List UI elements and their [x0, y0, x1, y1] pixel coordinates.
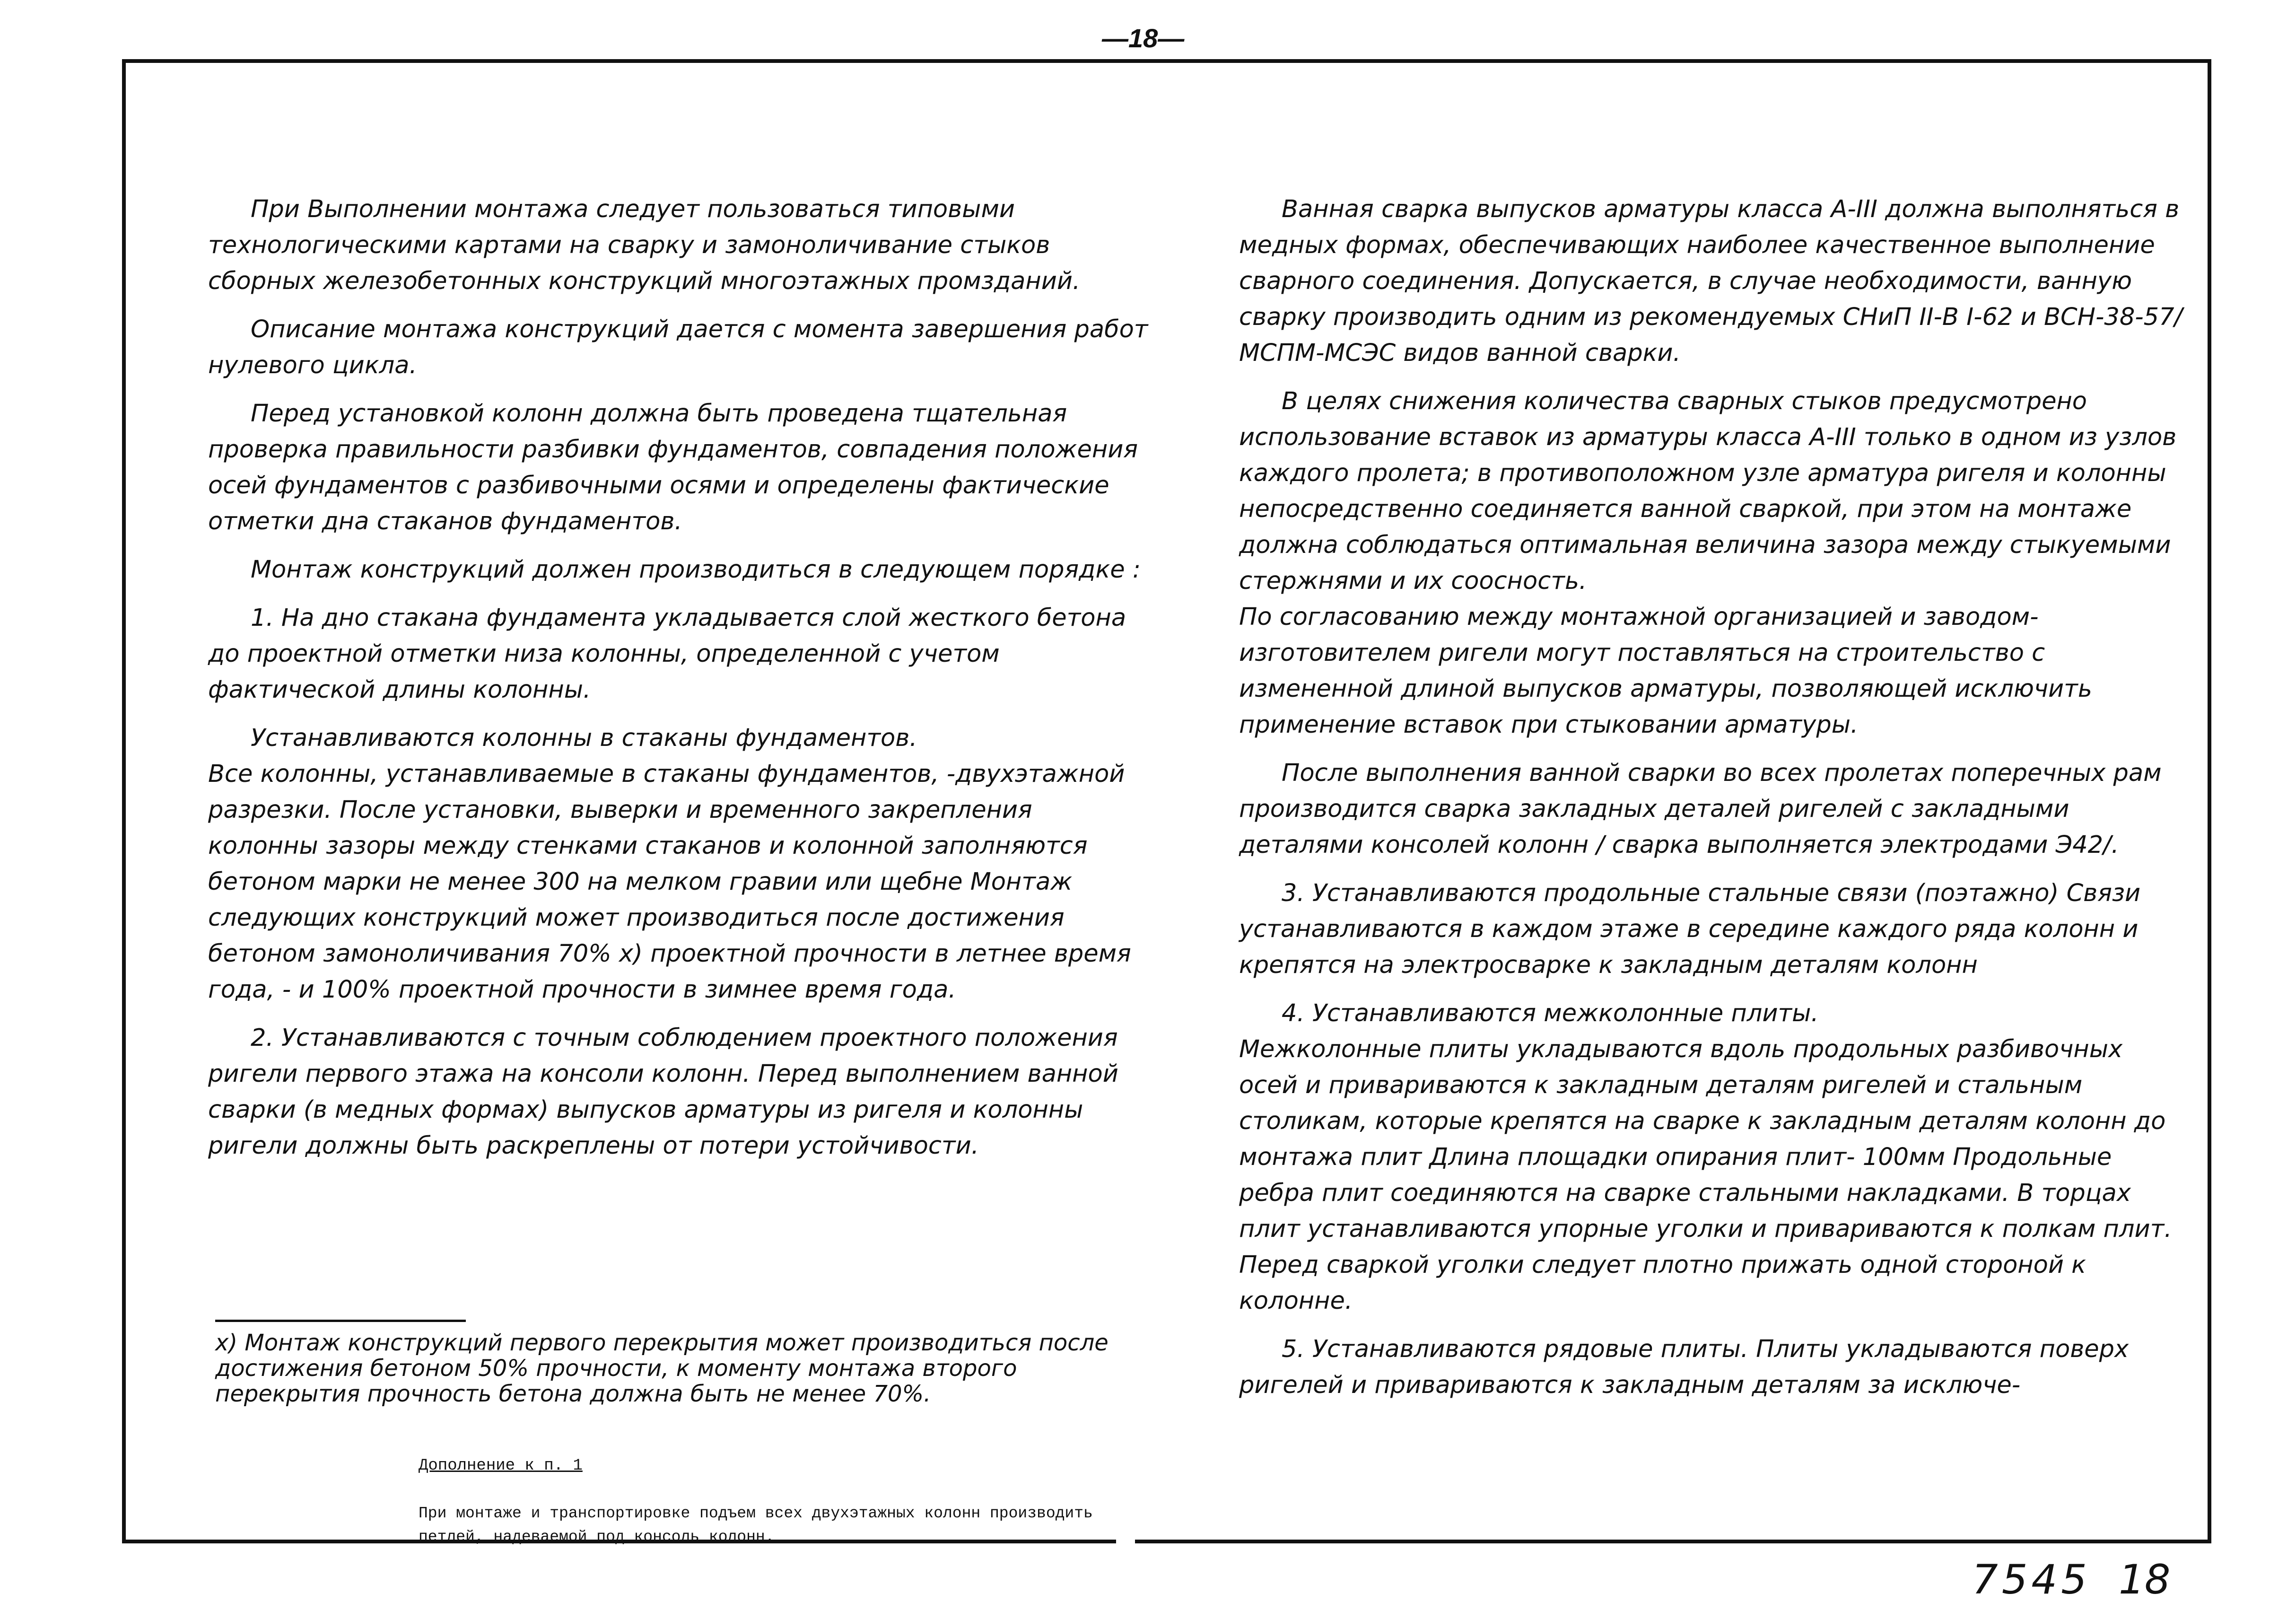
right-paragraph: По согласованию между монтажной организацией и заводом-изготовителем ригели могут поставляться на строительство с измененной длиной выпусков арматуры, позволяющей исключить применение вставок при стыковании арматуры. — [1239, 603, 2092, 739]
footnote: x) Монтаж конструкций первого перекрытия может производиться после достижения бетоном 50% прочности, к моменту монтажа второго перекрытия прочность бетона должна быть не менее 70%. — [215, 1330, 1109, 1407]
right-column — [1239, 192, 2185, 1416]
addendum-text: При монтаже и транспортировке подъем всех двухэтажных колонн производить петлей, надеваемой под консоль колонн. — [419, 1505, 1093, 1546]
document-number: 7545 — [1972, 1556, 2091, 1603]
left-paragraph: При Выполнении монтажа следует пользоваться типовыми технологическими картами на сварку и замоноличивание стыков сборных железобетонных конструкций многоэтажных промзданий. — [208, 195, 1081, 295]
frame-gap — [1116, 1532, 1135, 1551]
left-paragraph: Перед установкой колонн должна быть проведена тщательная проверка правильности разбивки фундаментов, совпадения положения осей фундаментов с разбивочными осями и определены фактические отметки дна стаканов фундаментов. — [208, 400, 1138, 535]
right-paragraph: 4. Устанавливаются межколонные плиты. — [1282, 999, 1819, 1027]
right-paragraph: 3. Устанавливаются продольные стальные связи (поэтажно) Связи устанавливаются в каждом этаже в середине каждого ряда колонн и крепятся на электросварке к закладным деталям колонн — [1239, 879, 2141, 979]
left-paragraph: Описание монтажа конструкций дается с момента завершения работ нулевого цикла. — [208, 315, 1148, 379]
left-paragraph: 1. На дно стакана фундамента укладывается слой жесткого бетона до проектной отметки низа колонны, определенной с учетом фактической длины колонны. — [208, 604, 1126, 704]
left-paragraph: Все колонны, устанавливаемые в стаканы фундаментов, -двухэтажной разрезки. После установки, выверки и временного закрепления колонны зазоры между стенками стаканов и колонной заполняются бетоном марки не менее 300 на мелком гравии или щебне Монтаж следующих конструкций может производиться после достижения бетоном замоноличивания 70% x) проектной прочности в летнее время года, - и 100% проектной прочности в зимнее время года. — [208, 760, 1131, 1004]
left-paragraph: 2. Устанавливаются с точным соблюдением проектного положения ригели первого этажа на консоли колонн. Перед выполнением ванной сварки (в медных формах) выпусков арматуры из ригеля и колонны ригели должны быть раскреплены от потери устойчивости. — [208, 1024, 1118, 1160]
left-paragraph: Монтаж конструкций должен производиться в следующем порядке : — [251, 556, 1141, 584]
right-paragraph: 5. Устанавливаются рядовые плиты. Плиты укладываются поверх ригелей и привариваются к закладным деталям за исключе- — [1239, 1335, 2129, 1399]
right-paragraph: В целях снижения количества сварных стыков предусмотрено использование вставок из арматуры класса А-III только в одном из узлов каждого пролета; в противоположном узле арматура ригеля и колонны непосредственно соединяется ванной сваркой, при этом на монтаже должна соблюдаться оптимальная величина зазора между стыкуемыми стержнями и их соосность. — [1239, 387, 2177, 595]
sheet-number: 18 — [2119, 1556, 2171, 1603]
left-column — [208, 192, 1149, 1176]
top-page-number: —18— — [1102, 23, 1185, 53]
right-paragraph: После выполнения ванной сварки во всех пролетах поперечных рам производится сварка закладных деталей ригелей с закладными деталями консолей колонн / сварка выполняется электродами Э42/. — [1239, 759, 2162, 859]
left-paragraph: Устанавливаются колонны в стаканы фундаментов. — [251, 724, 917, 752]
right-paragraph: Межколонные плиты укладываются вдоль продольных разбивочных осей и привариваются к закладным деталям ригелей и стальным столикам, которые крепятся на сварке к закладным деталям колонн до монтажа плит Длина площадки опирания плит- 100мм Продольные ребра плит соединяются на сварке стальными накладками. В торцах плит устанавливаются упорные уголки и привариваются к полкам плит. Перед сваркой уголки следует плотно прижать одной стороной к колонне. — [1239, 1035, 2172, 1315]
right-paragraph: Ванная сварка выпусков арматуры класса А-III должна выполняться в медных формах, обеспечивающих наиболее качественное выполнение сварного соединения. Допускается, в случае необходимости, ванную сварку производить одним из рекомендуемых СНиП II-В I-62 и ВСН-38-57/МСПМ-МСЭС видов ванной сварки. — [1239, 195, 2183, 367]
addendum-title: Дополнение к п. 1 — [419, 1457, 583, 1475]
footnote-rule — [215, 1320, 466, 1322]
